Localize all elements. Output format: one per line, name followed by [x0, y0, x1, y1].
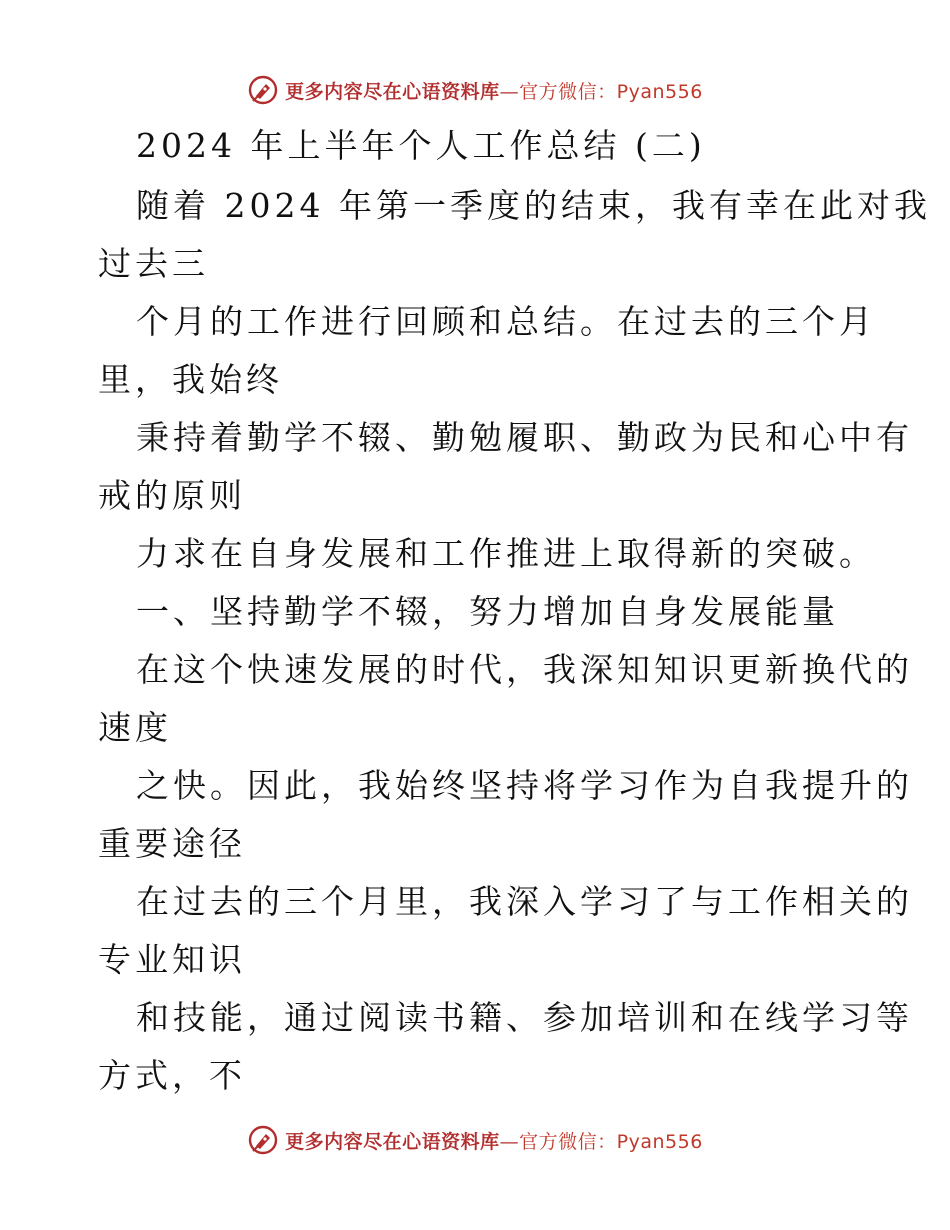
banner-contact: 官方微信：Pyan556 [519, 80, 703, 103]
header-banner [0, 70, 950, 110]
paragraph-line: 力求在自身发展和工作推进上取得新的突破。 [136, 534, 876, 573]
paragraph-line: 专业知识 [98, 940, 246, 979]
banner-contact: 官方微信：Pyan556 [519, 1130, 703, 1153]
footer-banner [0, 1120, 950, 1160]
pen-nib-logo-icon [247, 1124, 279, 1156]
document-title: 2024 年上半年个人工作总结 (二) [136, 126, 706, 165]
paragraph-line: 在这个快速发展的时代，我深知知识更新换代的 [136, 650, 913, 689]
paragraph-line: 和技能，通过阅读书籍、参加培训和在线学习等 [136, 998, 913, 1037]
paragraph-line: 重要途径 [98, 824, 246, 863]
banner-text [285, 77, 703, 104]
paragraph-line: 里，我始终 [98, 360, 283, 399]
banner-text [285, 1127, 703, 1154]
paragraph-line: 过去三 [98, 244, 209, 283]
banner-title: 更多内容尽在心语资料库 [285, 1130, 500, 1153]
paragraph-line: 方式，不 [98, 1056, 246, 1095]
paragraph-line: 随着 2024 年第一季度的结束，我有幸在此对我 [136, 186, 931, 225]
paragraph-line: 速度 [98, 708, 172, 747]
paragraph-line: 戒的原则 [98, 476, 246, 515]
banner-title: 更多内容尽在心语资料库 [285, 80, 500, 103]
pen-nib-logo-icon [247, 74, 279, 106]
section-heading: 一、坚持勤学不辍，努力增加自身发展能量 [136, 592, 839, 631]
banner-dash: — [499, 80, 520, 103]
paragraph-line: 个月的工作进行回顾和总结。在过去的三个月 [136, 302, 876, 341]
banner-dash: — [499, 1130, 520, 1153]
paragraph-line: 之快。因此，我始终坚持将学习作为自我提升的 [136, 766, 913, 805]
paragraph-line: 在过去的三个月里，我深入学习了与工作相关的 [136, 882, 913, 921]
paragraph-line: 秉持着勤学不辍、勤勉履职、勤政为民和心中有 [136, 418, 913, 457]
